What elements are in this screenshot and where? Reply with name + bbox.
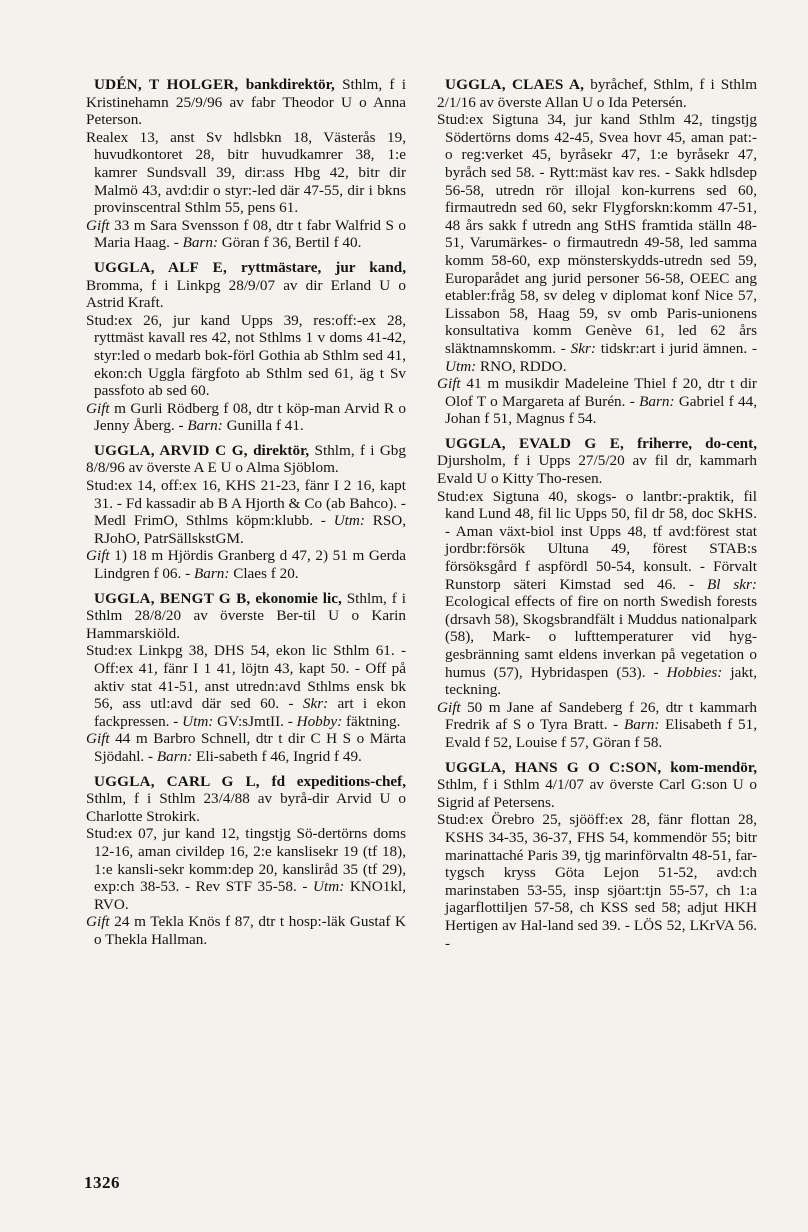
entry-birth: Sthlm, f i Sthlm 28/8/20 av överste Ber-til U o Karin Hammarskiöld. (86, 589, 407, 642)
left-column (86, 76, 406, 956)
entry-barn: Elisabeth f 51, Evald f 52, Louise f 57, Göran f 58. (445, 716, 758, 751)
entry-name: UGGLA, CLAES A, (445, 76, 585, 93)
entry-gift: m Gurli Rödberg f 08, dtr t köp-man Arvid R o Jenny Åberg. - (94, 399, 407, 435)
gift-label: Gift (86, 913, 110, 931)
entry-skr: art i ekon fackpressen. - (94, 695, 407, 730)
entry-gift: 33 m Sara Svensson f 08, dtr t fabr Walfrid S o Maria Haag. - (94, 216, 406, 252)
barn-label: Barn: (193, 565, 230, 583)
entry-title: ryttmästare, jur kand, (241, 258, 407, 276)
entry-title: fd expeditions-chef, (271, 772, 407, 790)
entry-barn: Gabriel f 44, Johan f 51, Magnus f 54. (445, 392, 757, 428)
entry-title: friherre, do-cent, (637, 434, 757, 452)
gift-label: Gift (437, 375, 461, 393)
barn-label: Barn: (187, 417, 223, 435)
entry-career: Stud:ex 26, jur kand Upps 39, res:off:-ex 28, ryttmäst kavall res 42, not Sthlms 1 v doms 41-42, styr:led o medarb bok-förl Gothia ab Sthlm sed 41, ekon:ch Uggla färgfoto ab Sthlm sed 61, äg t Sv passfoto ab sed 60. (86, 311, 406, 400)
entry-skr: tidskr:art i jurid ämnen. - (600, 339, 758, 357)
barn-label: Barn: (639, 392, 675, 410)
entry-birth: Sthlm, f i Gbg 8/8/96 av överste A E U o Alma Sjöblom. (86, 441, 406, 477)
hobby-label: Hobbies: (666, 663, 723, 681)
entry-barn: Eli-sabeth f 46, Ingrid f 49. (196, 747, 362, 765)
entry-name: UGGLA, CARL G L, (94, 772, 260, 790)
utm-label: Utm: (313, 878, 345, 896)
entry-barn: Gunilla f 41. (226, 417, 304, 435)
entry-utm: GV:sJmtII. (217, 712, 284, 730)
utm-label: Utm: (333, 512, 365, 530)
entry-title: direktör, (253, 441, 310, 459)
gift-label: Gift (86, 730, 110, 748)
gift-label: Gift (86, 547, 110, 565)
entry-uggla-carl (86, 773, 406, 949)
page-number: 1326 (84, 1173, 120, 1192)
gift-label: Gift (86, 399, 110, 417)
entry-uggla-alf (86, 259, 406, 435)
entry-uden-holger (86, 76, 406, 252)
entry-career: Stud:ex 14, off:ex 16, KHS 21-23, fänr I 2 16, kapt 31. - Fd kassadir ab B A Hjorth & Co (ab Bahco). - Medl FrimO, Sthlms köpm:klubb. - (86, 477, 406, 530)
entry-gift: 1) 18 m Hjördis Granberg d 47, 2) 51 m Gerda Lindgren f 06. - (94, 547, 407, 583)
barn-label: Barn: (623, 716, 660, 734)
entry-title: bankdirektör, (245, 76, 335, 93)
entry-birth: Sthlm, f i Sthlm 23/4/88 av byrå-dir Arvid U o Charlotte Strokirk. (86, 790, 406, 825)
entry-gift: 41 m musikdir Madeleine Thiel f 20, dtr t dir Olof T o Margareta af Burén. - (445, 375, 757, 410)
entry-career: Realex 13, anst Sv hdlsbkn 18, Västerås 19, huvudkontoret 28, bitr huvudkamrer 38, 1:e kamrer Sundsvall 39, dir:ass Hbg 42, bitr dir Malmö 43, avd:dir o styr:-led där 47-55, dir i bkns provinscentral Sthlm 55, pens 61. (86, 128, 406, 217)
entry-uggla-arvid (86, 442, 406, 583)
skr-label: Skr: (570, 339, 596, 357)
entry-barn: Göran f 36, Bertil f 40. (221, 234, 362, 252)
entry-uggla-claes (437, 76, 757, 428)
entry-gift: 44 m Barbro Schnell, dtr t dir C H S o Märta Sjödahl. - (94, 730, 407, 765)
gift-label: Gift (86, 216, 110, 234)
entry-barn: Claes f 20. (233, 565, 299, 583)
entry-utm: RSO, RJohO, PatrSällskstGM. (94, 512, 407, 547)
entry-name: UGGLA, ALF E, (94, 258, 228, 276)
entry-title: ekonomie lic, (255, 589, 342, 607)
hobby-label: - Hobby: (287, 712, 343, 730)
entry-uggla-bengt (86, 590, 406, 766)
utm-label: Utm: (182, 712, 214, 730)
right-column (437, 76, 757, 959)
entry-gift: 24 m Tekla Knös f 87, dtr t hosp:-läk Gustaf K o Thekla Hallman. (94, 913, 407, 948)
entry-name: UDÉN, T HOLGER, (94, 76, 239, 93)
entry-birth: Sthlm, f i Kristinehamn 25/9/96 av fabr Theodor U o Anna Peterson. (86, 76, 406, 129)
entry-hobby: jakt, teckning. (445, 663, 757, 699)
entry-uggla-evald (437, 435, 757, 752)
entry-name: UGGLA, EVALD G E, (445, 434, 625, 452)
entry-birth: Bromma, f i Linkpg 28/9/07 av dir Erland U o Astrid Kraft. (86, 276, 406, 312)
barn-label: Barn: (156, 747, 193, 765)
entry-career: Stud:ex Sigtuna 34, jur kand Sthlm 42, tingstjg Södertörns doms 42-45, Svea hovr 45, aman pat:- o reg:verket 45, byråsekr 47, 1:e byråsekr 47, byråch sed 58. - Rytt:mäst kav res. - Sakk hdlsdep 56-58, utredn rör illojal kon-kurrens sed 60, firmautredn sed 60, sekr Flygforskn:komm 47-51, 48 års sakk f utredn ang StHS framtida ställn 48-51, Varumärkes- o firmautredn 49-58, led samma komm 58-60, exp mönsterskydds-utredn sed 59, Europarådet ang jurid personer 56-58, OEEC ang etabler:fråg 58, sv deleg v diplomat konf Nice 57, Lissabon 58, Haag 59, sv omb Paris-unionens konsultativa komm Genève 61, led 62 års släktnamnskomm. - (437, 111, 757, 357)
entry-gift: 50 m Jane af Sandeberg f 26, dtr t kammarh Fredrik af S o Tyra Bratt. - (445, 698, 758, 734)
entry-career: Stud:ex 07, jur kand 12, tingstjg Sö-dertörns doms 12-16, aman civildep 16, 2:e kanslisekr 19 (tf 18), 1:e kansli-sekr komm:dep 20, kansliråd 35 (tf 29), exp:ch 38-53. - Rev STF 35-58. - (86, 825, 406, 896)
barn-label: Barn: (182, 234, 218, 252)
skr-label: Bl skr: (706, 575, 757, 593)
entry-skr: Ecological effects of fire on north Swedish forests (drsavh 58), Skogsbrandfält i Muddus nationalpark (58), Mark- o lufttemperaturer vid hyg-gesbränning samt eldens inverkan på vegetation o humus (57), Hybridaspen (53). - (445, 593, 757, 681)
gift-label: Gift (437, 698, 461, 716)
entry-birth: Djursholm, f i Upps 27/5/20 av fil dr, kammarh Evald U o Kitty Tho-resen. (437, 452, 757, 488)
utm-label: Utm: (445, 357, 477, 375)
entry-uggla-hans (437, 759, 757, 953)
entry-name: UGGLA, BENGT G B, (94, 589, 251, 607)
entry-birth: byråchef, Sthlm, f i Sthlm 2/1/16 av överste Allan U o Ida Petersén. (437, 76, 758, 111)
entry-name: UGGLA, HANS G O C:SON, (445, 758, 662, 776)
entry-utm: KNO1kl, RVO. (94, 878, 406, 913)
entry-hobby: fäktning. (345, 712, 401, 730)
skr-label: Skr: (302, 695, 329, 713)
entry-career: Stud:ex Örebro 25, sjööff:ex 28, fänr flottan 28, KSHS 34-35, 36-37, FHS 54, kommendör 55; bitr marinattaché Paris 39, tjg marinförvaltn 48-51, far-tygsch kryss Göta Lejon 51-52, avd:ch marinstaben 53-55, insp sjöart:tjn 55-57, ch 1:a jagarflottiljen 57-58, ch KSS sed 58; adjut HKH Hertigen av Hal-land sed 39. - LÖS 52, LKrVA 56. - (437, 811, 757, 952)
entry-career: Stud:ex Sigtuna 40, skogs- o lantbr:-praktik, fil kand Lund 48, fil lic Upps 50, fil dr 58, doc SkHS. - Aman växt-biol inst Upps 48, tf avd:förest stat jordbr:försök Ultuna 49, förest STAB:s försöksgård f aspfördl 50-54, konsult. - Förvalt Runstorp säteri Kimstad sed 46. - (437, 487, 757, 593)
entry-birth: Sthlm, f i Sthlm 4/1/07 av överste Carl G:son U o Sigrid af Petersens. (437, 776, 757, 811)
entry-title: kom-mendör, (670, 758, 757, 776)
entry-utm: RNO, RDDO. (480, 357, 567, 375)
entry-name: UGGLA, ARVID C G, (94, 441, 248, 459)
entry-career: Stud:ex Linkpg 38, DHS 54, ekon lic Sthlm 61. - Off:ex 41, fänr I 1 41, löjtn 43, kapt 50. - Off på aktiv stat 41-51, anst utredn:avd Sthlms ensk bk 56, ass utl:avd där sed 60. - (86, 642, 406, 713)
